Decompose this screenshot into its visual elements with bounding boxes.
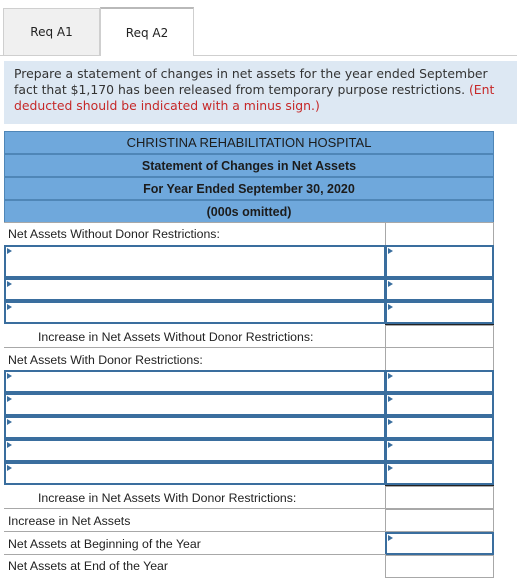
dropdown-marker-icon (7, 419, 12, 425)
dropdown-marker-icon (388, 419, 393, 425)
with-donor-item-5-description[interactable] (4, 462, 386, 485)
dropdown-marker-icon (388, 442, 393, 448)
tab-bar (0, 0, 517, 56)
statement-period: For Year Ended September 30, 2020 (4, 177, 494, 200)
column-divider (385, 347, 386, 371)
without-donor-item-1-description[interactable] (4, 245, 386, 278)
increase-net-assets-amount[interactable] (385, 509, 494, 532)
dropdown-marker-icon (388, 373, 393, 379)
tab-req-a1[interactable]: Req A1 (3, 8, 100, 55)
dropdown-marker-icon (7, 465, 12, 471)
end-net-assets-label: Net Assets at End of the Year (8, 559, 168, 573)
row-divider (4, 222, 494, 223)
with-donor-item-3-description[interactable] (4, 416, 386, 439)
dropdown-marker-icon (388, 535, 393, 541)
without-donor-item-3-description[interactable] (4, 301, 386, 324)
column-divider (385, 222, 386, 246)
without-donor-item-2-amount[interactable] (385, 278, 494, 301)
with-donor-total-amount[interactable] (385, 486, 494, 509)
dropdown-marker-icon (388, 304, 393, 310)
instructions-panel (4, 61, 517, 124)
tab-req-a2[interactable]: Req A2 (100, 7, 194, 56)
dropdown-marker-icon (388, 396, 393, 402)
with-donor-header: Net Assets With Donor Restrictions: (8, 353, 203, 367)
dropdown-marker-icon (7, 396, 12, 402)
with-donor-item-1-amount[interactable] (385, 370, 494, 393)
without-donor-item-3-amount[interactable] (385, 301, 494, 324)
with-donor-item-2-amount[interactable] (385, 393, 494, 416)
units-note: (000s omitted) (4, 200, 494, 223)
with-donor-item-4-amount[interactable] (385, 439, 494, 462)
column-divider (493, 347, 494, 371)
beginning-net-assets-label: Net Assets at Beginning of the Year (8, 537, 201, 551)
without-donor-item-1-amount[interactable] (385, 245, 494, 278)
row-divider (4, 347, 386, 348)
tab-divider (0, 55, 517, 56)
without-donor-header: Net Assets Without Donor Restrictions: (8, 227, 220, 241)
without-donor-item-2-description[interactable] (4, 278, 386, 301)
with-donor-item-2-description[interactable] (4, 393, 386, 416)
row-divider (4, 531, 386, 532)
instructions-line-3: deducted should be indicated with a minus sign.) (14, 98, 320, 113)
dropdown-marker-icon (388, 281, 393, 287)
row-divider (4, 508, 386, 509)
column-divider (493, 222, 494, 246)
instructions-line-1: Prepare a statement of changes in net assets for the year ended September (14, 66, 488, 81)
dropdown-marker-icon (388, 248, 393, 254)
with-donor-total-label: Increase in Net Assets With Donor Restrictions: (38, 491, 297, 505)
beginning-net-assets-amount[interactable] (385, 532, 494, 555)
with-donor-item-1-description[interactable] (4, 370, 386, 393)
dropdown-marker-icon (7, 281, 12, 287)
increase-net-assets-label: Increase in Net Assets (8, 514, 131, 528)
without-donor-total-label: Increase in Net Assets Without Donor Restrictions: (38, 330, 314, 344)
dropdown-marker-icon (7, 373, 12, 379)
instructions-line-2: fact that $1,170 has been released from temporary purpose restrictions. (Ent (14, 82, 495, 97)
with-donor-item-5-amount[interactable] (385, 462, 494, 485)
dropdown-marker-icon (7, 304, 12, 310)
without-donor-total-amount[interactable] (385, 325, 494, 348)
dropdown-marker-icon (388, 465, 393, 471)
entity-name: CHRISTINA REHABILITATION HOSPITAL (4, 131, 494, 154)
with-donor-item-3-amount[interactable] (385, 416, 494, 439)
with-donor-item-4-description[interactable] (4, 439, 386, 462)
row-divider (4, 554, 386, 555)
dropdown-marker-icon (7, 442, 12, 448)
dropdown-marker-icon (7, 248, 12, 254)
statement-title: Statement of Changes in Net Assets (4, 154, 494, 177)
